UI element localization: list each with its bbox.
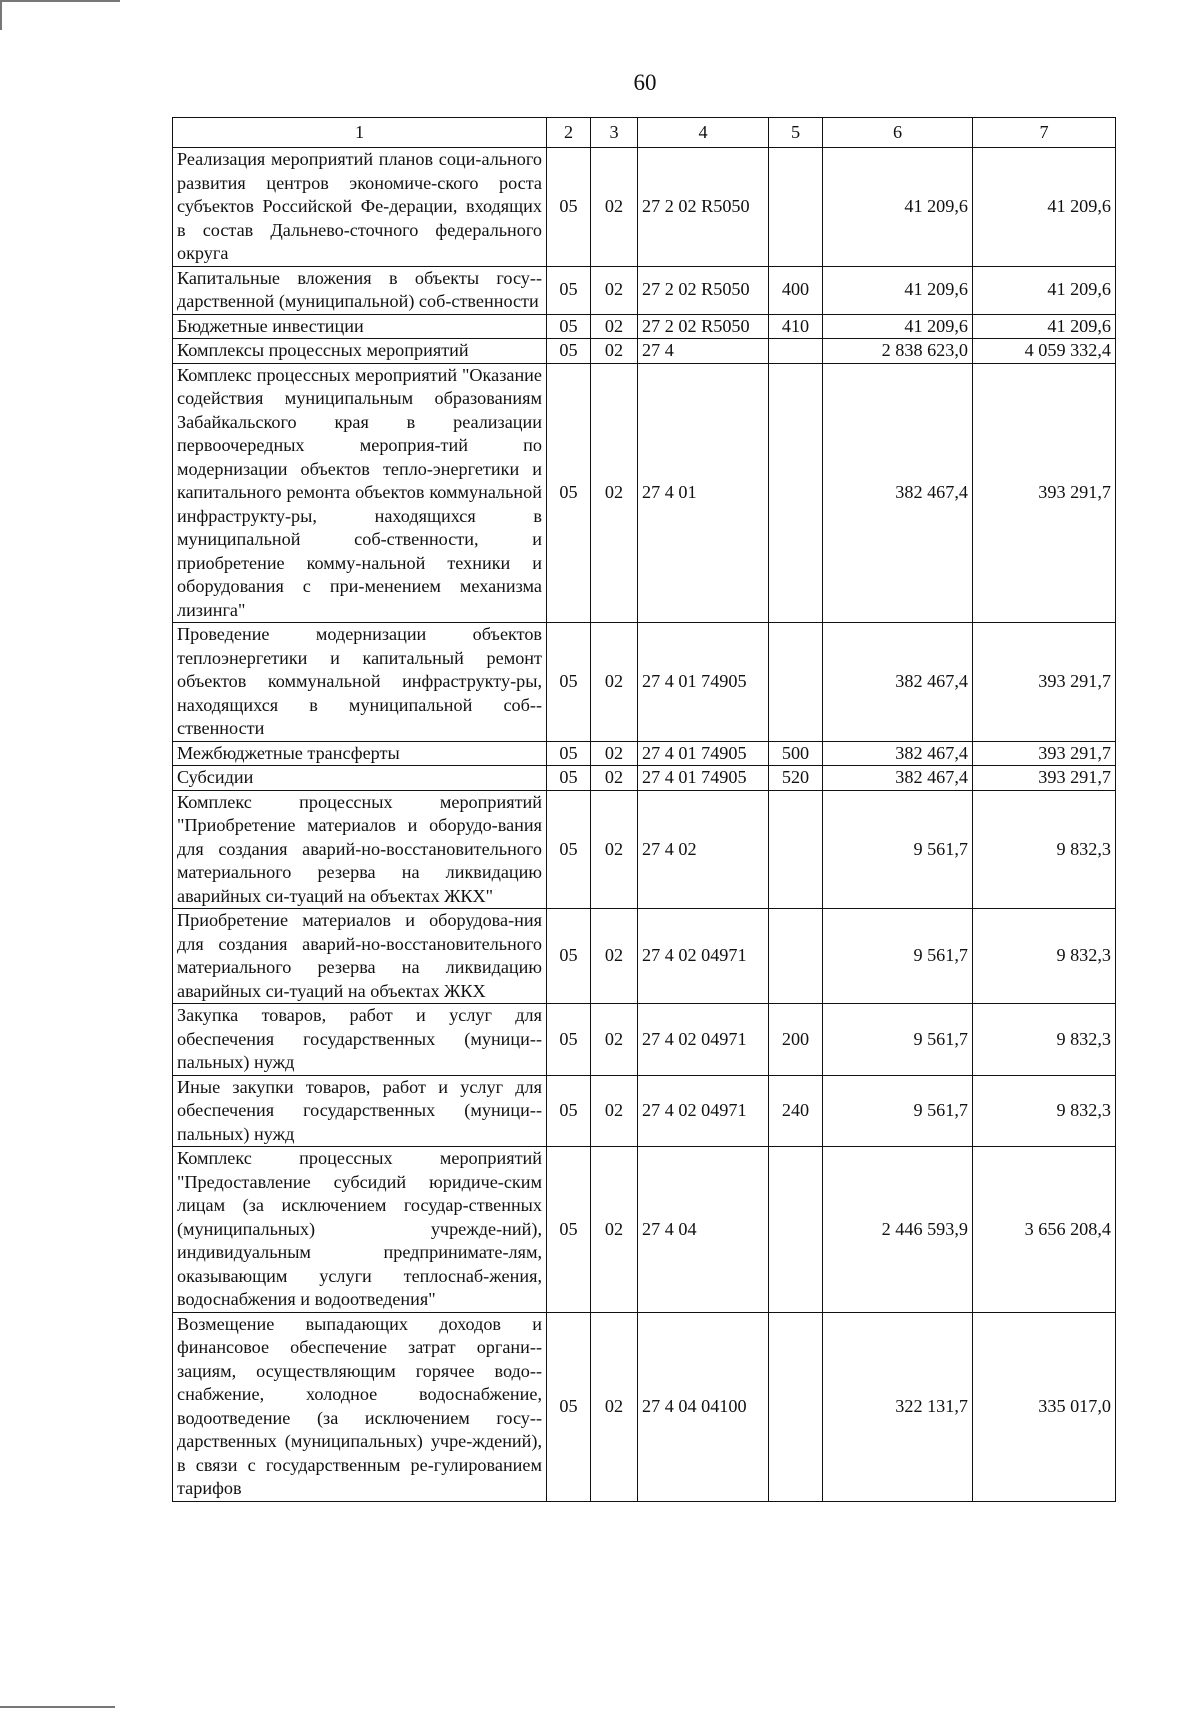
- target-article: 27 4: [638, 339, 769, 364]
- subsection-code: 02: [591, 1075, 638, 1147]
- expense-type: [769, 148, 823, 267]
- table-row: [173, 909, 1116, 1004]
- target-article: 27 2 02 R5050: [638, 266, 769, 314]
- section-code: 05: [547, 148, 591, 267]
- subsection-code: 02: [591, 363, 638, 623]
- section-code: 05: [547, 741, 591, 766]
- row-name: Закупка товаров, работ и услуг для обеспечения государственных (муници-пальных) нужд: [173, 1004, 547, 1076]
- expense-type: [769, 363, 823, 623]
- target-article: 27 4 01 74905: [638, 766, 769, 791]
- section-code: 05: [547, 1147, 591, 1313]
- row-name: Комплекс процессных мероприятий "Оказание содействия муниципальным образованиям Забайкальского края в реализации первоочередных мероприя-тий по модернизации объектов тепло-энергетики и капитального ремонта объектов коммунальной инфраструкту-ры, находящихся в муниципальной соб-ственности, и приобретение комму-нальной техники и оборудования с при-менением механизма лизинга": [173, 363, 547, 623]
- row-name: Бюджетные инвестиции: [173, 314, 547, 339]
- budget-table: [172, 117, 1116, 1502]
- table-row: [173, 790, 1116, 909]
- subsection-code: 02: [591, 1004, 638, 1076]
- subsection-code: 02: [591, 339, 638, 364]
- section-code: 05: [547, 790, 591, 909]
- amount-year-1: 2 838 623,0: [823, 339, 973, 364]
- row-name: Комплекс процессных мероприятий "Предоставление субсидий юридиче-ским лицам (за исключением государ-ственных (муниципальных) учрежде-ний), индивидуальным предпринимате-лям, оказывающим услуги теплоснаб-жения, водоснабжения и водоотведения": [173, 1147, 547, 1313]
- amount-year-2: 393 291,7: [973, 741, 1116, 766]
- section-code: 05: [547, 339, 591, 364]
- amount-year-2: 9 832,3: [973, 909, 1116, 1004]
- expense-type: [769, 790, 823, 909]
- target-article: 27 4 02 04971: [638, 909, 769, 1004]
- row-name: Межбюджетные трансферты: [173, 741, 547, 766]
- amount-year-2: 9 832,3: [973, 1004, 1116, 1076]
- header-row: [173, 118, 1116, 148]
- subsection-code: 02: [591, 314, 638, 339]
- target-article: 27 4 04: [638, 1147, 769, 1313]
- column-header-3: 3: [591, 118, 638, 148]
- table-row: [173, 314, 1116, 339]
- target-article: 27 4 04 04100: [638, 1312, 769, 1501]
- target-article: 27 4 02 04971: [638, 1075, 769, 1147]
- row-name: Реализация мероприятий планов соци-ального развития центров экономиче-ского роста субъектов Российской Фе-дерации, входящих в состав Дальнево-сточного федерального округа: [173, 148, 547, 267]
- amount-year-2: 335 017,0: [973, 1312, 1116, 1501]
- subsection-code: 02: [591, 266, 638, 314]
- target-article: 27 2 02 R5050: [638, 314, 769, 339]
- target-article: 27 2 02 R5050: [638, 148, 769, 267]
- section-code: 05: [547, 1075, 591, 1147]
- amount-year-2: 9 832,3: [973, 790, 1116, 909]
- amount-year-2: 393 291,7: [973, 623, 1116, 742]
- table-row: [173, 623, 1116, 742]
- subsection-code: 02: [591, 623, 638, 742]
- table-row: [173, 266, 1116, 314]
- row-name: Иные закупки товаров, работ и услуг для обеспечения государственных (муници-пальных) нужд: [173, 1075, 547, 1147]
- amount-year-1: 382 467,4: [823, 363, 973, 623]
- column-header-4: 4: [638, 118, 769, 148]
- table-row: [173, 363, 1116, 623]
- amount-year-1: 2 446 593,9: [823, 1147, 973, 1313]
- amount-year-2: 41 209,6: [973, 148, 1116, 267]
- table-row: [173, 1004, 1116, 1076]
- row-name: Капитальные вложения в объекты госу-дарственной (муниципальной) соб-ственности: [173, 266, 547, 314]
- subsection-code: 02: [591, 1147, 638, 1313]
- column-header-7: 7: [973, 118, 1116, 148]
- amount-year-2: 4 059 332,4: [973, 339, 1116, 364]
- target-article: 27 4 02: [638, 790, 769, 909]
- section-code: 05: [547, 266, 591, 314]
- amount-year-1: 9 561,7: [823, 790, 973, 909]
- amount-year-1: 9 561,7: [823, 1075, 973, 1147]
- amount-year-1: 9 561,7: [823, 909, 973, 1004]
- expense-type: 500: [769, 741, 823, 766]
- expense-type: 200: [769, 1004, 823, 1076]
- amount-year-1: 382 467,4: [823, 766, 973, 791]
- section-code: 05: [547, 363, 591, 623]
- target-article: 27 4 01 74905: [638, 623, 769, 742]
- column-header-6: 6: [823, 118, 973, 148]
- expense-type: 520: [769, 766, 823, 791]
- scan-edge-left: [0, 0, 2, 30]
- subsection-code: 02: [591, 148, 638, 267]
- column-header-5: 5: [769, 118, 823, 148]
- table-row: [173, 1075, 1116, 1147]
- table-header: [173, 118, 1116, 148]
- target-article: 27 4 01: [638, 363, 769, 623]
- target-article: 27 4 02 04971: [638, 1004, 769, 1076]
- row-name: Проведение модернизации объектов теплоэнергетики и капитальный ремонт объектов коммунальной инфраструкту-ры, находящихся в муниципальной соб-ственности: [173, 623, 547, 742]
- target-article: 27 4 01 74905: [638, 741, 769, 766]
- amount-year-2: 393 291,7: [973, 766, 1116, 791]
- expense-type: 400: [769, 266, 823, 314]
- scan-edge-top: [0, 0, 120, 2]
- subsection-code: 02: [591, 766, 638, 791]
- section-code: 05: [547, 314, 591, 339]
- scan-edge-bottom: [0, 1706, 115, 1708]
- expense-type: [769, 1147, 823, 1313]
- expense-type: [769, 909, 823, 1004]
- expense-type: [769, 623, 823, 742]
- amount-year-2: 393 291,7: [973, 363, 1116, 623]
- amount-year-1: 9 561,7: [823, 1004, 973, 1076]
- column-header-1: 1: [173, 118, 547, 148]
- subsection-code: 02: [591, 741, 638, 766]
- row-name: Комплекс процессных мероприятий "Приобретение материалов и оборудо-вания для создания аварий-но-восстановительного материального резерва на ликвидацию аварийных си-туаций на объектах ЖКХ": [173, 790, 547, 909]
- row-name: Приобретение материалов и оборудова-ния для создания аварий-но-восстановительного материального резерва на ликвидацию аварийных си-туаций на объектах ЖКХ: [173, 909, 547, 1004]
- table-row: [173, 1147, 1116, 1313]
- section-code: 05: [547, 909, 591, 1004]
- subsection-code: 02: [591, 909, 638, 1004]
- subsection-code: 02: [591, 790, 638, 909]
- amount-year-1: 41 209,6: [823, 266, 973, 314]
- table-row: [173, 766, 1116, 791]
- expense-type: [769, 339, 823, 364]
- section-code: 05: [547, 1312, 591, 1501]
- section-code: 05: [547, 1004, 591, 1076]
- amount-year-2: 9 832,3: [973, 1075, 1116, 1147]
- table-row: [173, 339, 1116, 364]
- row-name: Субсидии: [173, 766, 547, 791]
- subsection-code: 02: [591, 1312, 638, 1501]
- amount-year-1: 41 209,6: [823, 148, 973, 267]
- row-name: Возмещение выпадающих доходов и финансовое обеспечение затрат органи-зациям, осуществляющим горячее водо-снабжение, холодное водоснабжение, водоотведение (за исключением госу-дарственных (муниципальных) учре-ждений), в связи с государственным ре-гулированием тарифов: [173, 1312, 547, 1501]
- amount-year-2: 3 656 208,4: [973, 1147, 1116, 1313]
- expense-type: 240: [769, 1075, 823, 1147]
- column-header-2: 2: [547, 118, 591, 148]
- amount-year-1: 41 209,6: [823, 314, 973, 339]
- table-row: [173, 148, 1116, 267]
- amount-year-1: 382 467,4: [823, 741, 973, 766]
- expense-type: [769, 1312, 823, 1501]
- table-row: [173, 741, 1116, 766]
- amount-year-1: 322 131,7: [823, 1312, 973, 1501]
- amount-year-2: 41 209,6: [973, 314, 1116, 339]
- amount-year-1: 382 467,4: [823, 623, 973, 742]
- expense-type: 410: [769, 314, 823, 339]
- table-row: [173, 1312, 1116, 1501]
- section-code: 05: [547, 623, 591, 742]
- table-body: [173, 148, 1116, 1502]
- section-code: 05: [547, 766, 591, 791]
- page-number: 60: [633, 70, 657, 95]
- row-name: Комплексы процессных мероприятий: [173, 339, 547, 364]
- amount-year-2: 41 209,6: [973, 266, 1116, 314]
